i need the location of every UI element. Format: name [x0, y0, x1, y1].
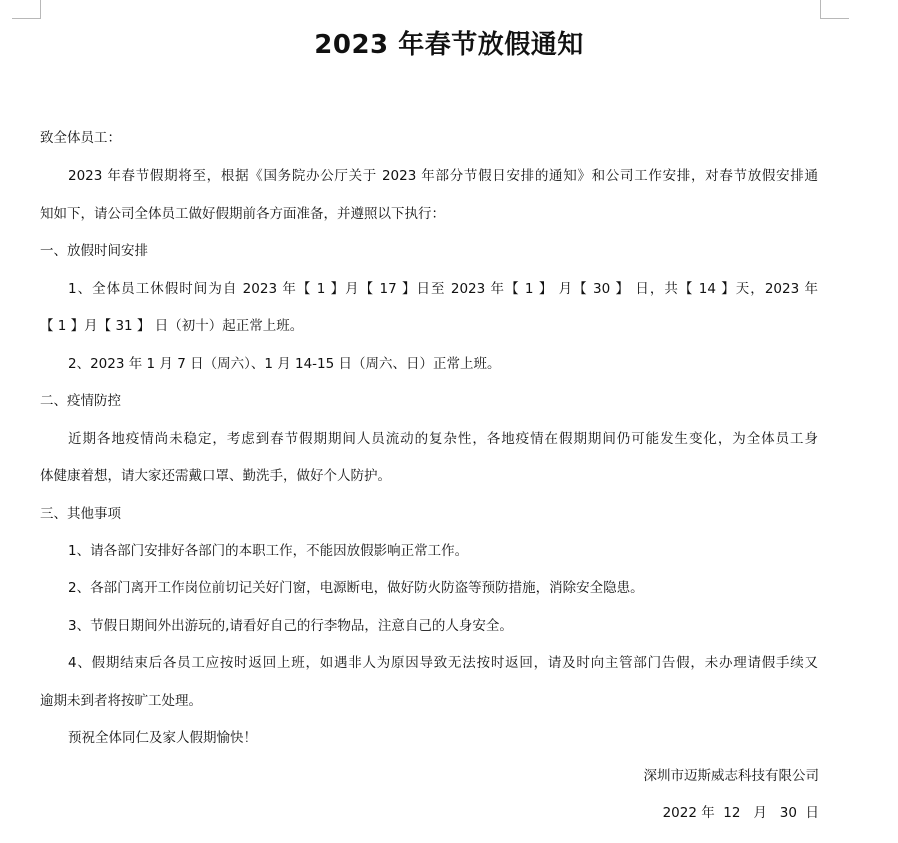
issue-date: 2022 年 12 月 30 日: [662, 805, 819, 821]
section-3-item-4-line-1: 4、假期结束后各员工应按时返回上班，如遇非人为原因导致无法按时返回，请及时向主管部门告假，未办理请假手续又: [68, 655, 818, 671]
section-2-heading: 二、疫情防控: [40, 393, 121, 409]
section-1-item-2: 2、2023 年 1 月 7 日（周六）、1 月 14-15 日（周六、日）正常上班。: [68, 356, 501, 372]
section-3-item-4-line-2: 逾期未到者将按旷工处理。: [40, 693, 202, 709]
section-1-item-1-line-1: 1、全体员工休假时间为自 2023 年【 1 】月【 17 】日至 2023 年【 1 】 月【 30 】 日，共【 14 】天，2023 年: [68, 281, 818, 297]
section-3-item-3: 3、节假日期间外出游玩的,请看好自己的行李物品，注意自己的人身安全。: [68, 618, 513, 634]
closing-wish: 预祝全体同仁及家人假期愉快！: [68, 730, 257, 746]
section-1-heading: 一、放假时间安排: [40, 243, 148, 259]
section-3-item-2: 2、各部门离开工作岗位前切记关好门窗，电源断电，做好防火防盗等预防措施，消除安全隐患。: [68, 580, 644, 596]
section-3-heading: 三、其他事项: [40, 506, 121, 522]
section-2-body-line-1: 近期各地疫情尚未稳定，考虑到春节假期期间人员流动的复杂性，各地疫情在假期期间仍可能发生变化，为全体员工身: [68, 431, 818, 447]
intro-line-1: 2023 年春节假期将至，根据《国务院办公厅关于 2023 年部分节假日安排的通知》和公司工作安排，对春节放假安排通: [68, 168, 818, 184]
section-2-body-line-2: 体健康着想，请大家还需戴口罩、勤洗手，做好个人防护。: [40, 468, 391, 484]
section-1-item-1-line-2: 【 1 】月【 31 】 日（初十）起正常上班。: [40, 318, 304, 334]
page-corner-mark-top-left: [12, 0, 41, 19]
page-corner-mark-top-right: [820, 0, 849, 19]
greeting: 致全体员工：: [40, 130, 121, 146]
section-3-item-1: 1、请各部门安排好各部门的本职工作，不能因放假影响正常工作。: [68, 543, 469, 559]
intro-line-2: 知如下，请公司全体员工做好假期前各方面准备，并遵照以下执行：: [40, 206, 445, 222]
company-name: 深圳市迈斯威志科技有限公司: [643, 768, 819, 784]
page-title: 2023 年春节放假通知: [314, 30, 584, 60]
